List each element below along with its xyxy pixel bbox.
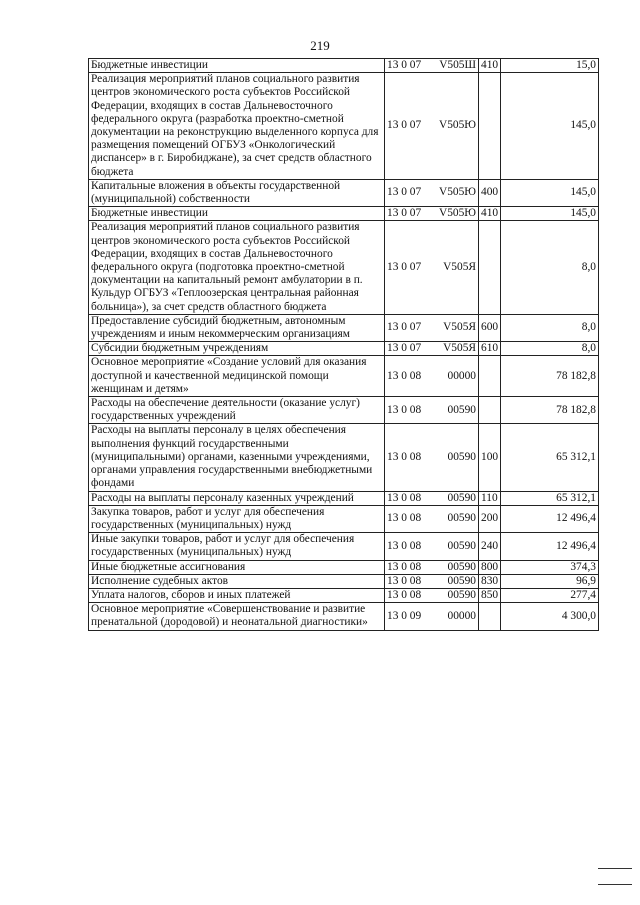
row-expense-type: 200: [479, 505, 501, 532]
row-article-code: V505Ю: [438, 186, 476, 199]
row-name: Бюджетные инвестиции: [89, 59, 385, 73]
row-section-code: 13 0 08: [387, 512, 422, 525]
row-section-code: 13 0 07: [387, 186, 422, 199]
row-amount: 78 182,8: [501, 397, 599, 424]
row-expense-type: 830: [479, 574, 501, 588]
row-code: [385, 59, 479, 73]
budget-table-body: [89, 59, 599, 631]
row-code: [385, 533, 479, 560]
row-amount: 8,0: [501, 342, 599, 356]
table-row: [89, 73, 599, 180]
row-section-code: 13 0 07: [387, 342, 422, 355]
row-code: [385, 356, 479, 397]
row-article-code: 00590: [447, 450, 476, 463]
row-code: [385, 588, 479, 602]
row-section-code: 13 0 07: [387, 119, 422, 132]
row-code: [385, 491, 479, 505]
row-amount: 374,3: [501, 560, 599, 574]
table-row: [89, 588, 599, 602]
row-article-code: 00590: [447, 588, 476, 601]
row-article-code: V505Ю: [438, 119, 476, 132]
row-section-code: 13 0 07: [387, 59, 422, 71]
row-expense-type: [479, 221, 501, 314]
row-amount: 145,0: [501, 207, 599, 221]
budget-table: [88, 58, 599, 631]
table-row: [89, 505, 599, 532]
row-section-code: 13 0 08: [387, 588, 422, 601]
row-code: [385, 179, 479, 206]
page-number: 219: [310, 38, 330, 53]
row-article-code: 00590: [447, 574, 476, 587]
row-name: Исполнение судебных актов: [89, 574, 385, 588]
row-name: Иные закупки товаров, работ и услуг для обеспечения государственных (муниципальных) нужд: [89, 533, 385, 560]
table-row: [89, 314, 599, 341]
row-name: Уплата налогов, сборов и иных платежей: [89, 588, 385, 602]
row-code: [385, 603, 479, 630]
row-section-code: 13 0 07: [387, 261, 422, 274]
row-expense-type: [479, 356, 501, 397]
row-expense-type: [479, 73, 501, 180]
row-article-code: 00590: [447, 512, 476, 525]
row-section-code: 13 0 09: [387, 609, 422, 622]
table-row: [89, 491, 599, 505]
row-amount: 8,0: [501, 221, 599, 314]
row-code: [385, 221, 479, 314]
row-article-code: 00590: [447, 539, 476, 552]
row-expense-type: [479, 397, 501, 424]
row-name: Бюджетные инвестиции: [89, 207, 385, 221]
row-name: Субсидии бюджетным учреждениям: [89, 342, 385, 356]
row-amount: 78 182,8: [501, 356, 599, 397]
row-section-code: 13 0 08: [387, 403, 422, 416]
row-name: Иные бюджетные ассигнования: [89, 560, 385, 574]
row-name: Расходы на обеспечение деятельности (оказание услуг) государственных учреждений: [89, 397, 385, 424]
row-amount: 145,0: [501, 179, 599, 206]
row-article-code: 00590: [447, 403, 476, 416]
row-section-code: 13 0 08: [387, 574, 422, 587]
row-expense-type: 110: [479, 491, 501, 505]
row-amount: 15,0: [501, 59, 599, 73]
row-amount: 145,0: [501, 73, 599, 180]
row-article-code: V505Я: [443, 261, 476, 274]
row-section-code: 13 0 08: [387, 560, 422, 573]
row-article-code: V505Я: [443, 321, 476, 334]
scan-edge-line: [598, 884, 632, 885]
row-expense-type: 850: [479, 588, 501, 602]
row-code: [385, 342, 479, 356]
table-row: [89, 221, 599, 314]
row-code: [385, 397, 479, 424]
table-row: [89, 397, 599, 424]
table-row: [89, 424, 599, 491]
row-section-code: 13 0 08: [387, 450, 422, 463]
row-expense-type: 610: [479, 342, 501, 356]
row-code: [385, 574, 479, 588]
row-amount: 12 496,4: [501, 533, 599, 560]
table-row: [89, 59, 599, 73]
row-article-code: 00590: [447, 491, 476, 504]
row-amount: 277,4: [501, 588, 599, 602]
row-article-code: 00000: [447, 609, 476, 622]
row-amount: 8,0: [501, 314, 599, 341]
table-row: [89, 574, 599, 588]
row-code: [385, 424, 479, 491]
row-amount: 12 496,4: [501, 505, 599, 532]
row-name: Расходы на выплаты персоналу казенных учреждений: [89, 491, 385, 505]
row-section-code: 13 0 07: [387, 207, 422, 220]
row-section-code: 13 0 08: [387, 369, 422, 382]
row-amount: 65 312,1: [501, 424, 599, 491]
row-article-code: V505Ш: [439, 59, 476, 71]
row-name: Основное мероприятие «Создание условий для оказания доступной и качественной медицинской помощи женщинам и детям»: [89, 356, 385, 397]
row-name: Капитальные вложения в объекты государственной (муниципальной) собственности: [89, 179, 385, 206]
row-amount: 65 312,1: [501, 491, 599, 505]
table-row: [89, 533, 599, 560]
row-section-code: 13 0 08: [387, 491, 422, 504]
row-expense-type: [479, 603, 501, 630]
table-row: [89, 560, 599, 574]
row-amount: 96,9: [501, 574, 599, 588]
row-expense-type: 410: [479, 207, 501, 221]
row-section-code: 13 0 07: [387, 321, 422, 334]
table-row: [89, 603, 599, 630]
row-code: [385, 505, 479, 532]
row-expense-type: 600: [479, 314, 501, 341]
row-name: Реализация мероприятий планов социального развития центров экономического роста субъектов Российской Федерации, входящих в состав Дальневосточного федерального округа (подготовка проектно-сметной документации на капитальный ремонт амбулатории в п. Кульдур ОГБУЗ «Теплоозерская центральная районная больница»), за счет средств областного бюджета: [89, 221, 385, 314]
table-row: [89, 356, 599, 397]
row-section-code: 13 0 08: [387, 539, 422, 552]
row-name: Расходы на выплаты персоналу в целях обеспечения выполнения функций государственными (муниципальными) органами, казенными учреждениями, органами управления государственными внебюджетными фондами: [89, 424, 385, 491]
row-code: [385, 314, 479, 341]
row-expense-type: 100: [479, 424, 501, 491]
row-article-code: V505Ю: [438, 207, 476, 220]
row-amount: 4 300,0: [501, 603, 599, 630]
row-expense-type: 400: [479, 179, 501, 206]
scan-edge-line: [598, 868, 632, 869]
row-article-code: 00590: [447, 560, 476, 573]
row-name: Основное мероприятие «Совершенствование и развитие пренатальной (дородовой) и неонатальной диагностики»: [89, 603, 385, 630]
row-code: [385, 73, 479, 180]
row-article-code: V505Я: [443, 342, 476, 355]
row-name: Предоставление субсидий бюджетным, автономным учреждениям и иным некоммерческим организациям: [89, 314, 385, 341]
row-code: [385, 560, 479, 574]
row-expense-type: 800: [479, 560, 501, 574]
row-name: Реализация мероприятий планов социального развития центров экономического роста субъектов Российской Федерации, входящих в состав Дальневосточного федерального округа (разработка проектно-сметной документации на реконструкцию выделенного корпуса для размещения помещений ОГБУЗ «Онкологический диспансер» в г. Биробиджане), за счет средств областного бюджета: [89, 73, 385, 180]
row-expense-type: 240: [479, 533, 501, 560]
table-row: [89, 342, 599, 356]
row-article-code: 00000: [447, 369, 476, 382]
table-row: [89, 179, 599, 206]
table-row: [89, 207, 599, 221]
row-code: [385, 207, 479, 221]
row-expense-type: 410: [479, 59, 501, 73]
row-name: Закупка товаров, работ и услуг для обеспечения государственных (муниципальных) нужд: [89, 505, 385, 532]
